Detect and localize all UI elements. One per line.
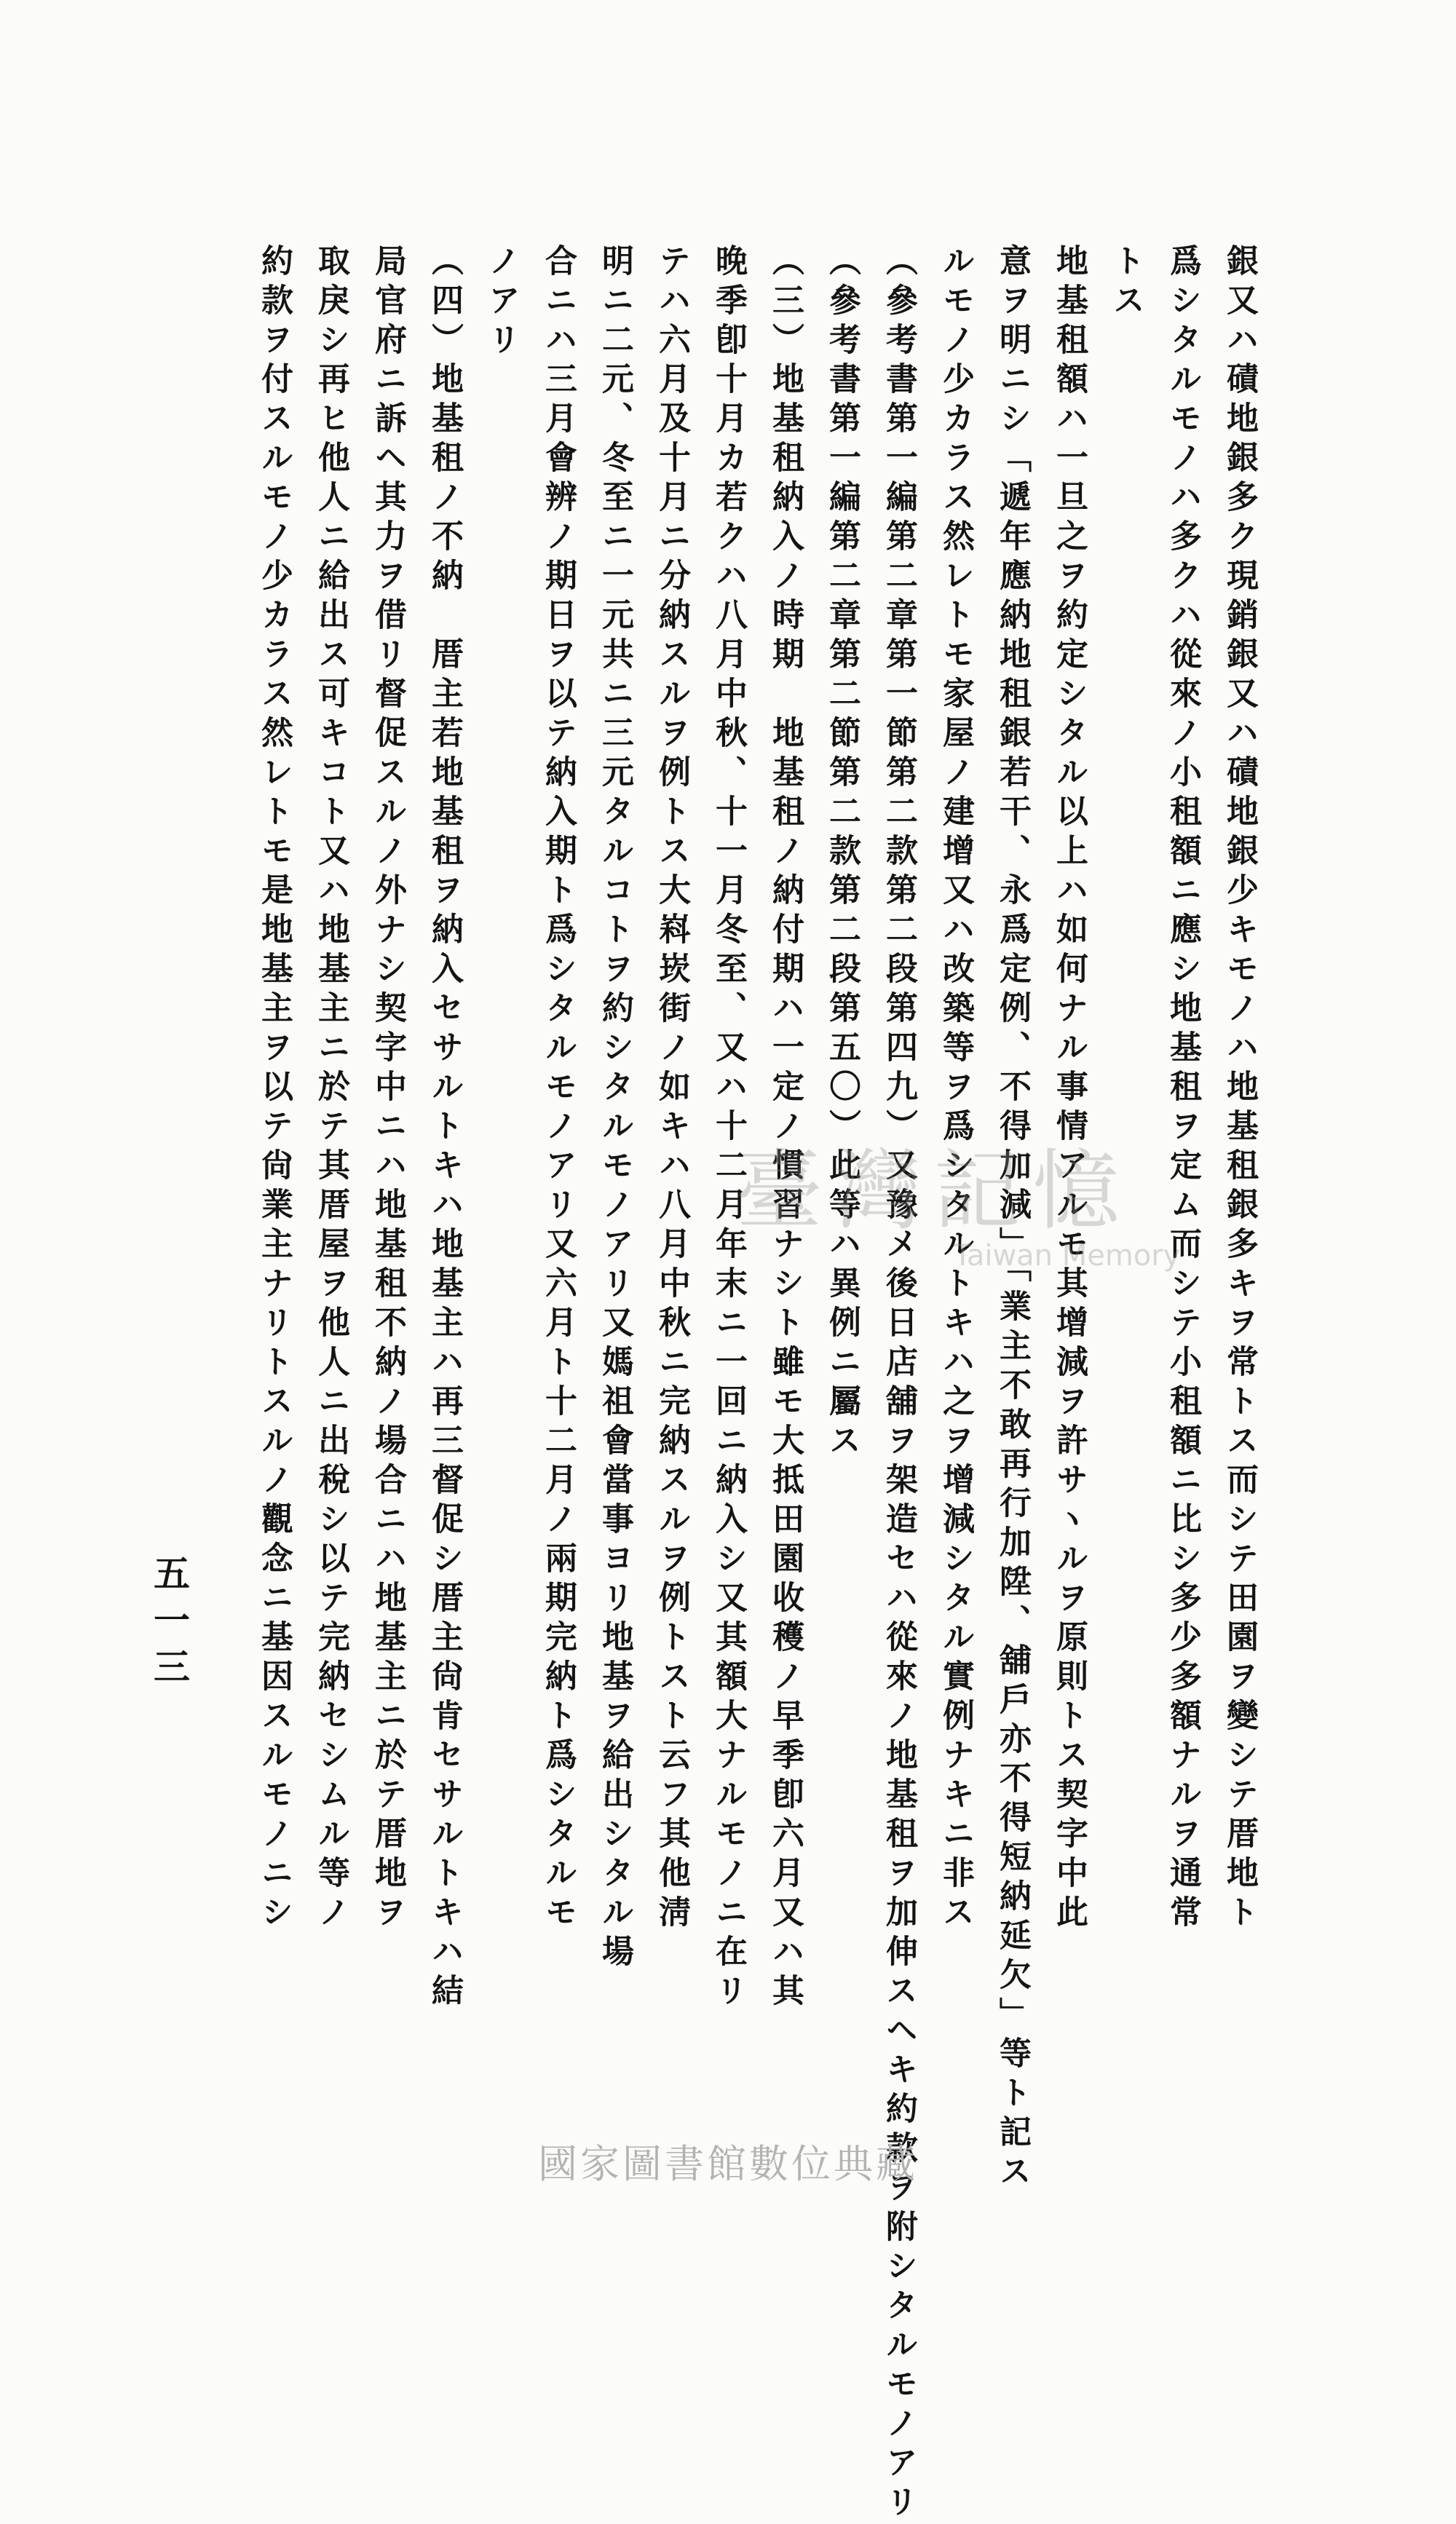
text-column: 約款ヲ付スルモノ少カラス然レトモ是地基主ヲ以テ尙業主ナリトスルノ觀念ニ基因スルモノニシ: [256, 244, 293, 1934]
text-column: （四）地基租ノ不納 厝主若地基租ヲ納入セサルトキハ地基主ハ再三督促シ厝主尙肯セサルトキハ結: [426, 244, 463, 2013]
text-column: 爲シタルモノハ多クハ從來ノ小租額ニ應シ地基租ヲ定ム而シテ小租額ニ比シ多少多額ナルヲ通常: [1164, 244, 1201, 1934]
text-column: 明ニ二元、冬至ニ一元共ニ三元タルコトヲ約シタルモノアリ又媽祖會當事ヨリ地基ヲ給出シタル場: [596, 244, 633, 1974]
page-number: 五一三: [148, 1554, 191, 1694]
text-column: テハ六月及十月ニ分納スルヲ例トス大嵙崁街ノ如キハ八月中秋ニ完納スルヲ例トスト云フ其他淸: [653, 244, 690, 1934]
text-column: 銀又ハ磧地銀多ク現銷銀又ハ磧地銀少キモノハ地基租銀多キヲ常トス而シテ田園ヲ變シテ厝地ト: [1221, 244, 1258, 1934]
text-column: 局官府ニ訴ヘ其力ヲ借リ督促スルノ外ナシ契字中ニハ地基租不納ノ場合ニハ地基主ニ於テ厝地ヲ: [369, 244, 406, 1934]
footer-credit: 國家圖書館數位典藏: [538, 2141, 918, 2187]
text-column: ノアリ: [483, 244, 520, 362]
text-column: 地基租額ハ一旦之ヲ約定シタル以上ハ如何ナル事情アルモ其增減ヲ許サヽルヲ原則トス契字中此: [1051, 244, 1088, 1934]
text-column: トス: [1107, 244, 1144, 323]
text-column: 意ヲ明ニシ「遞年應納地租銀若干、永爲定例、不得加減」「業主不敢再行加陞、舖戶亦不得短納延欠」等ト記ス: [994, 244, 1031, 2193]
watermark-sub: Taiwan Memory: [954, 1239, 1181, 1273]
text-column: 取戾シ再ヒ他人ニ給出ス可キコト又ハ地基主ニ於テ其厝屋ヲ他人ニ出稅シ以テ完納セシムル等ノ: [312, 244, 349, 1934]
text-column: 合ニハ三月會辨ノ期日ヲ以テ納入期ト爲シタルモノアリ又六月ト十二月ノ兩期完納ト爲シタルモ: [539, 244, 577, 1934]
text-column: （三）地基租納入ノ時期 地基租ノ納付期ハ一定ノ慣習ナシト雖モ大抵田園收穫ノ早季卽六月又ハ其: [767, 244, 804, 2013]
text-column: （參考書第一編第二章第二節第二款第二段第五〇）此等ハ異例ニ屬ス: [823, 244, 860, 1463]
watermark-main: 臺灣記憶: [735, 1141, 1131, 1242]
text-column: 晚季卽十月カ若クハ八月中秋、十一月冬至、又ハ十二月年末ニ一回ニ納入シ又其額大ナルモノニ在リ: [710, 244, 747, 2013]
text-column: ルモノ少カラス然レトモ家屋ノ建增又ハ改築等ヲ爲シタルトキハ之ヲ增減シタル實例ナキニ非ス: [937, 244, 974, 1934]
text-column: （參考書第一編第二章第一節第二款第二段第四九）又豫メ後日店舖ヲ架造セハ從來ノ地基租ヲ加伸スヘキ約款ヲ附シタルモノアリ: [880, 244, 917, 2524]
